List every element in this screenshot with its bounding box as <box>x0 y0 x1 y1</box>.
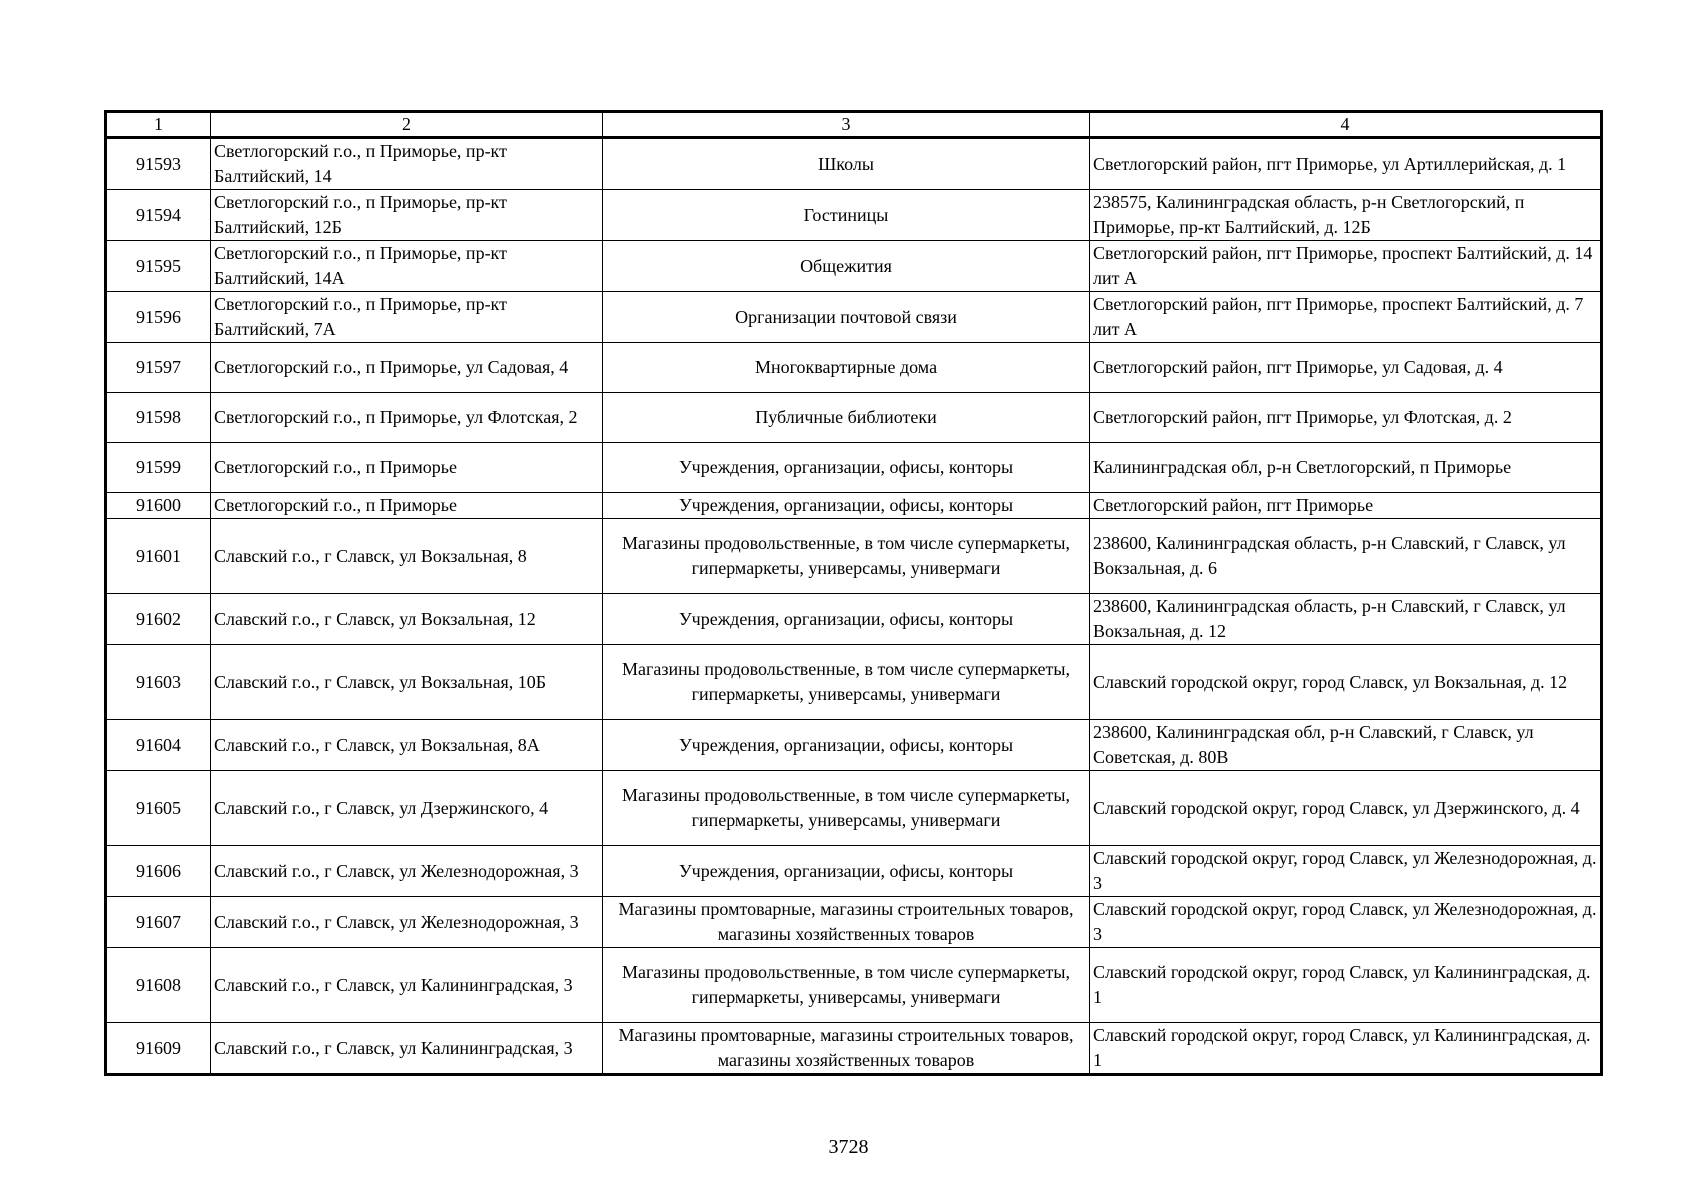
row-category-cell: Учреждения, организации, офисы, конторы <box>603 720 1090 771</box>
row-id-cell: 91602 <box>106 594 211 645</box>
row-id-cell: 91596 <box>106 292 211 343</box>
row-address-cell: Славский г.о., г Славск, ул Дзержинского, 4 <box>211 771 603 846</box>
column-number-2: 2 <box>211 112 603 138</box>
table-row <box>106 771 1602 846</box>
row-category-cell: Гостиницы <box>603 190 1090 241</box>
row-category-cell: Магазины продовольственные, в том числе супермаркеты, гипермаркеты, универсамы, универмаги <box>603 771 1090 846</box>
row-category-cell: Школы <box>603 138 1090 190</box>
table-row <box>106 138 1602 190</box>
row-id-cell: 91598 <box>106 393 211 443</box>
row-address-cell: Славский г.о., г Славск, ул Железнодорожная, 3 <box>211 846 603 897</box>
row-category-cell: Учреждения, организации, офисы, конторы <box>603 493 1090 519</box>
row-address-cell: Светлогорский г.о., п Приморье, ул Флотская, 2 <box>211 393 603 443</box>
table-row <box>106 493 1602 519</box>
row-full-address-cell: Славский городской округ, город Славск, ул Вокзальная, д. 12 <box>1090 645 1602 720</box>
row-id-cell: 91606 <box>106 846 211 897</box>
table-row <box>106 1023 1602 1075</box>
row-category-cell: Магазины промтоварные, магазины строительных товаров, магазины хозяйственных товаров <box>603 1023 1090 1075</box>
row-id-cell: 91597 <box>106 343 211 393</box>
registry-table <box>104 110 1603 1076</box>
row-address-cell: Славский г.о., г Славск, ул Железнодорожная, 3 <box>211 897 603 948</box>
column-number-3: 3 <box>603 112 1090 138</box>
row-id-cell: 91605 <box>106 771 211 846</box>
table-row <box>106 594 1602 645</box>
row-full-address-cell: Славский городской округ, город Славск, ул Калининградская, д. 1 <box>1090 1023 1602 1075</box>
table-row <box>106 519 1602 594</box>
row-id-cell: 91601 <box>106 519 211 594</box>
row-full-address-cell: 238600, Калининградская область, р-н Славский, г Славск, ул Вокзальная, д. 6 <box>1090 519 1602 594</box>
row-id-cell: 91600 <box>106 493 211 519</box>
row-id-cell: 91609 <box>106 1023 211 1075</box>
row-address-cell: Светлогорский г.о., п Приморье, пр-кт Балтийский, 7А <box>211 292 603 343</box>
table-row <box>106 393 1602 443</box>
row-id-cell: 91595 <box>106 241 211 292</box>
row-category-cell: Магазины продовольственные, в том числе супермаркеты, гипермаркеты, универсамы, универмаги <box>603 645 1090 720</box>
row-address-cell: Светлогорский г.о., п Приморье, пр-кт Балтийский, 12Б <box>211 190 603 241</box>
row-full-address-cell: Светлогорский район, пгт Приморье, ул Артиллерийская, д. 1 <box>1090 138 1602 190</box>
row-address-cell: Светлогорский г.о., п Приморье, пр-кт Балтийский, 14 <box>211 138 603 190</box>
row-address-cell: Светлогорский г.о., п Приморье <box>211 443 603 493</box>
row-full-address-cell: 238600, Калининградская обл, р-н Славский, г Славск, ул Советская, д. 80В <box>1090 720 1602 771</box>
registry-table-body <box>106 112 1602 1075</box>
table-row <box>106 241 1602 292</box>
row-id-cell: 91604 <box>106 720 211 771</box>
row-id-cell: 91599 <box>106 443 211 493</box>
row-address-cell: Светлогорский г.о., п Приморье, пр-кт Балтийский, 14А <box>211 241 603 292</box>
row-full-address-cell: Светлогорский район, пгт Приморье, проспект Балтийский, д. 7 лит А <box>1090 292 1602 343</box>
row-category-cell: Общежития <box>603 241 1090 292</box>
row-full-address-cell: 238600, Калининградская область, р-н Славский, г Славск, ул Вокзальная, д. 12 <box>1090 594 1602 645</box>
table-row <box>106 190 1602 241</box>
row-id-cell: 91593 <box>106 138 211 190</box>
row-address-cell: Светлогорский г.о., п Приморье <box>211 493 603 519</box>
row-full-address-cell: Славский городской округ, город Славск, ул Дзержинского, д. 4 <box>1090 771 1602 846</box>
row-address-cell: Славский г.о., г Славск, ул Вокзальная, 8А <box>211 720 603 771</box>
row-category-cell: Магазины промтоварные, магазины строительных товаров, магазины хозяйственных товаров <box>603 897 1090 948</box>
row-full-address-cell: Светлогорский район, пгт Приморье, ул Садовая, д. 4 <box>1090 343 1602 393</box>
table-row <box>106 846 1602 897</box>
row-address-cell: Славский г.о., г Славск, ул Вокзальная, 10Б <box>211 645 603 720</box>
row-category-cell: Учреждения, организации, офисы, конторы <box>603 846 1090 897</box>
row-full-address-cell: Славский городской округ, город Славск, ул Калининградская, д. 1 <box>1090 948 1602 1023</box>
column-number-1: 1 <box>106 112 211 138</box>
row-full-address-cell: Светлогорский район, пгт Приморье, проспект Балтийский, д. 14 лит А <box>1090 241 1602 292</box>
row-category-cell: Учреждения, организации, офисы, конторы <box>603 594 1090 645</box>
row-category-cell: Учреждения, организации, офисы, конторы <box>603 443 1090 493</box>
table-row <box>106 645 1602 720</box>
table-row <box>106 443 1602 493</box>
table-row <box>106 720 1602 771</box>
table-row <box>106 948 1602 1023</box>
row-full-address-cell: Славский городской округ, город Славск, ул Железнодорожная, д. 3 <box>1090 897 1602 948</box>
row-address-cell: Славский г.о., г Славск, ул Калининградская, 3 <box>211 948 603 1023</box>
row-full-address-cell: Светлогорский район, пгт Приморье <box>1090 493 1602 519</box>
table-row <box>106 343 1602 393</box>
row-id-cell: 91608 <box>106 948 211 1023</box>
row-id-cell: 91594 <box>106 190 211 241</box>
row-full-address-cell: 238575, Калининградская область, р-н Светлогорский, п Приморье, пр-кт Балтийский, д. 12Б <box>1090 190 1602 241</box>
page-number: 3728 <box>828 1136 869 1158</box>
row-address-cell: Светлогорский г.о., п Приморье, ул Садовая, 4 <box>211 343 603 393</box>
table-row <box>106 897 1602 948</box>
row-category-cell: Магазины продовольственные, в том числе супермаркеты, гипермаркеты, универсамы, универмаги <box>603 519 1090 594</box>
row-full-address-cell: Славский городской округ, город Славск, ул Железнодорожная, д. 3 <box>1090 846 1602 897</box>
row-address-cell: Славский г.о., г Славск, ул Калининградская, 3 <box>211 1023 603 1075</box>
row-id-cell: 91603 <box>106 645 211 720</box>
row-full-address-cell: Калининградская обл, р-н Светлогорский, п Приморье <box>1090 443 1602 493</box>
table-row <box>106 292 1602 343</box>
row-category-cell: Публичные библиотеки <box>603 393 1090 443</box>
column-number-row <box>106 112 1602 138</box>
row-address-cell: Славский г.о., г Славск, ул Вокзальная, 12 <box>211 594 603 645</box>
row-category-cell: Многоквартирные дома <box>603 343 1090 393</box>
column-number-4: 4 <box>1090 112 1602 138</box>
row-address-cell: Славский г.о., г Славск, ул Вокзальная, 8 <box>211 519 603 594</box>
row-category-cell: Магазины продовольственные, в том числе супермаркеты, гипермаркеты, универсамы, универмаги <box>603 948 1090 1023</box>
row-id-cell: 91607 <box>106 897 211 948</box>
row-full-address-cell: Светлогорский район, пгт Приморье, ул Флотская, д. 2 <box>1090 393 1602 443</box>
row-category-cell: Организации почтовой связи <box>603 292 1090 343</box>
